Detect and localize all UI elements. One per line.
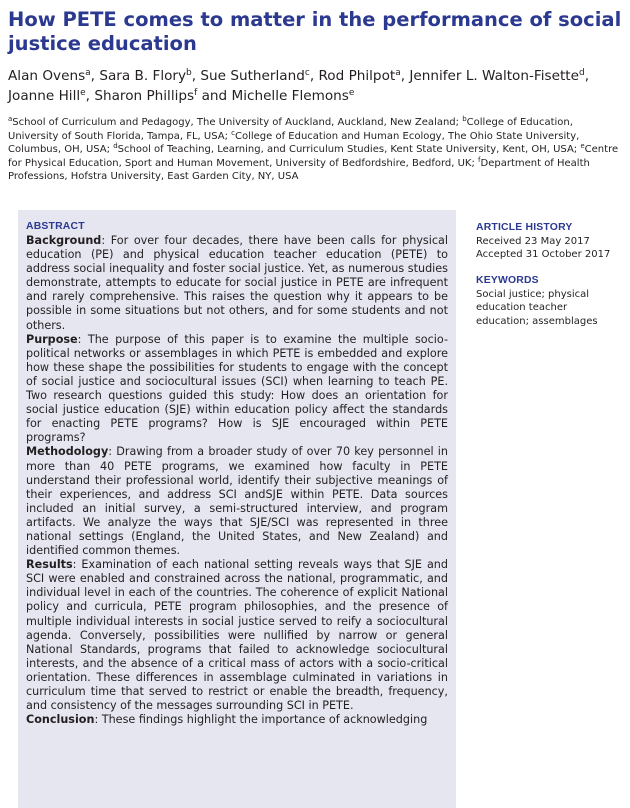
author: Sara B. Flory$^b$, [99,68,201,84]
abstract-heading: ABSTRACT [26,221,85,232]
author-list [8,66,622,106]
author: Jennifer L. Walton-Fisette$^d$, [409,68,590,84]
affiliation: $^f$Department of Health Professions, Hofstra University, East Garden City, NY, USA [8,155,590,183]
author: Joanne Hill$^e$, [8,88,95,104]
abstract-box [18,210,456,808]
author: Sharon Phillips$^f$ and [94,88,232,104]
abstract-results: Results: Examination of each national setting reveals ways that SJE and SCI were enabled and constrained across the national, programmatic, and individual level in each of the countries. The coherence of explicit National policy and curricula, PETE program philosophies, and the presence of multiple individual interests in social justice served to reify a sociocultural agenda. Conversely, possibilities were nullified by narrow or general National Standards, programs that failed to acknowledge sociocultural interests, and the absence of a critical mass of actors with a socio-critical orientation. These differences in assemblage culminated in variations in curriculum time that served to restrict or enable the breadth, frequency, and consistency of the messages surrounding SCI in PETE. [26,558,448,713]
article-history-heading: ARTICLE HISTORY [476,222,573,233]
keywords-heading: KEYWORDS [476,274,539,286]
accepted-date: Accepted 31 October 2017 [476,249,611,261]
keywords-text: Social justice; physical education teacher education; assemblages [476,288,598,327]
abstract-purpose: Purpose: The purpose of this paper is to examine the multiple socio-political networks or assemblages in which PETE is embedded and explore how these shape the possibilities for students to engage with the concept of social justice and sociocultural issues (SCI) when learning to teach PE. Two research questions guided this study: How does an orientation for social justice education (SJE) within education policy affect the standards for enacting PETE programs? How is SJE encouraged within PETE programs? [26,332,448,445]
affiliation: $^a$School of Curriculum and Pedagogy, The University of Auckland, Auckland, New Zealand; [8,115,463,128]
author: Rod Philpot$^a$, [318,68,410,84]
abstract-background: Background: For over four decades, there have been calls for physical education (PE) and physical education teacher education (PETE) to address social inequality and foster social justice. Yet, as numerous studies demonstrate, attempts to educate for social justice in PETE are infrequent and rarely comprehensive. This raises the question why it appears to be possible in some situations but not others, and for some students and not others. [26,234,448,332]
received-date: Received 23 May 2017 [476,236,590,247]
affiliation: $^c$College of Education and Human Ecology, The Ohio State University, Columbus, OH, USA; [8,128,580,156]
abstract-conclusion: Conclusion: These findings highlight the importance of acknowledging [26,713,428,727]
author: Sue Sutherland$^c$, [200,68,319,84]
affiliation: $^e$Centre for Physical Education, Sport and Human Movement, University of Bedfordshire, Bedford, UK; [8,142,619,169]
article-sidebar [476,222,624,328]
author: Michelle Flemons$^e$ [231,88,355,104]
affiliations [8,116,622,184]
affiliation: $^d$School of Teaching, Learning, and Curriculum Studies, Kent State University, Kent, OH, USA; [113,142,581,156]
affiliation: $^b$College of Education, University of South Florida, Tampa, FL, USA; [8,115,573,142]
abstract-methodology: Methodology: Drawing from a broader study of over 70 key personnel in more than 40 PETE programs, we examined how faculty in PETE understand their professional world, identify their subjective meanings of their experiences, and address SCI andSJE within PETE. Data sources included an initial survey, a semi-structured interview, and program artifacts. We analyze the ways that SJE/SCI was represented in three national settings (England, the United States, and New Zealand) and identified common themes. [26,445,448,558]
article-title: How PETE comes to matter in the performance of social justice education [8,8,622,55]
author: Alan Ovens$^a$, [8,68,100,84]
